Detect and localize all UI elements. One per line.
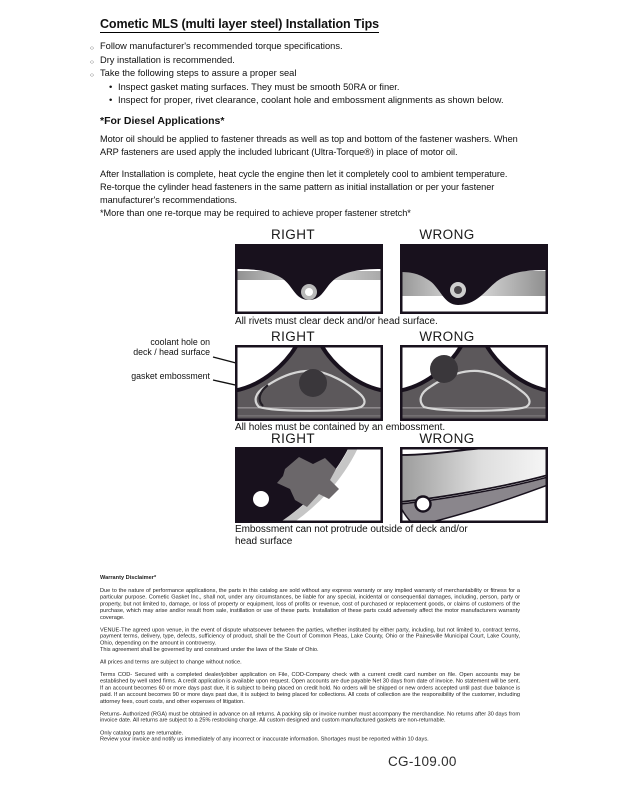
diesel-applications-heading: *For Diesel Applications* [100,115,225,127]
terms-paragraph: Terms COD- Secured with a completed dealer/jobber application on File, COD-Company check with a current credit card number on file. Open accounts may be established by well rated firms. A credit application is available upon request. Open accounts are due payable Net 30 days from date of invoice. No statement will be sent. If an account becomes 60 or more days past due, it is subject to being placed on credit hold. No orders will be shipped or new orders accepted until past due balance is paid. If an account becomes 90 or more days past due, it is subject to being placed for collections. All costs of collection are the responsibility of the customer, including attorney fees, court costs, and other expenses of litigation. [100,670,520,705]
retorque-note: *More than one re-torque may be required to achieve proper fastener stretch* [100,208,411,218]
diesel-paragraph-1: Motor oil should be applied to fastener threads as well as top and bottom of the fastener washers. When ARP fasteners are used apply the included lubricant (Ultra-Torque®) in place of motor oil. [100,134,518,157]
catalog-line: Only catalog parts are returnable. [100,729,184,736]
warranty-disclaimer-heading: Warranty Disclaimer* [100,574,157,581]
gasket-embossment-label: gasket embossment [131,371,210,381]
tip-sub-item: • Inspect gasket mating surfaces. They must be smooth 50RA or finer. [108,81,570,95]
bolt-hole [416,497,431,512]
diagram-rivets-wrong [400,244,548,314]
diagram-embossment-right [235,447,383,523]
governed-line: This agreement shall be governed by and construed under the laws of the State of Ohio. [100,646,319,653]
coolant-hole [299,369,327,397]
diagram-holes-right [235,345,383,421]
bolt-hole [253,491,269,507]
holes-caption: All holes must be contained by an embossment. [235,422,446,433]
rivets-caption: All rivets must clear deck and/or head surface. [235,316,438,327]
tips-list [90,40,570,108]
tip-item: ○ Follow manufacturer's recommended torque specifications. [90,40,570,54]
diesel-paragraph-2: After Installation is complete, heat cycle the engine then let it completely cool to ambient temperature. Re-torque the cylinder head fasteners in the same pattern as initial installation or per your fastener manufacturer's recommendations. [100,169,508,205]
tip-sub-item: • Inspect for proper, rivet clearance, coolant hole and embossment alignments as shown below. [108,94,570,108]
wrong-label: WRONG [419,329,475,344]
diagram-embossment-wrong [400,447,548,523]
prices-line: All prices and terms are subject to change without notice. [100,658,242,665]
warranty-paragraph: Due to the nature of performance applications, the parts in this catalog are sold without any express warranty or any implied warranty of merchantability or fitness for a particular purpose. Cometic Gasket Inc., shall not, under any circumstances, be liable for any special, incidental or consequential damages, including, person, party or property, but not limited to, damage, or loss of property or equipment, loss of profits or revenue, cost of purchased or replacement goods, or claims of customers of the purchase, which may arise and/or result from sale, instillation or use of these parts. Installation of these parts could adversely affect the motor manufacturers warranty coverage. [100,587,520,621]
coolant-hole-label: coolant hole on deck / head surface [133,337,210,358]
tip-item: ○ Take the following steps to assure a proper seal [90,67,570,81]
wrong-label: WRONG [419,431,475,446]
legal-disclaimer [100,574,520,748]
review-line: Review your invoice and notify us immediately of any incorrect or inaccurate information. Shortages must be reported within 10 days. [100,735,429,743]
right-label: RIGHT [271,431,315,446]
venue-paragraph: VENUE-The agreed upon venue, in the event of dispute whatsoever between the parties, whether instituted by either party, including, but not limited to, contract terms, payment terms, delivery, type, defects, sufficiency of product, shall be the Court of Common Pleas, Lake County, Ohio or the Painesville Municipal Court, Lake County, Ohio, depending on the amount in controversy. [100,626,520,646]
page-code: CG-109.00 [388,754,457,769]
coolant-hole [430,355,458,383]
page-title: Cometic MLS (multi layer steel) Installation Tips [100,17,379,31]
diagram-rivets-right [235,244,383,314]
returns-paragraph: Returns- Authorized (RGA) must be obtained in advance on all returns. A packing slip or invoice number must accompany the merchandise. No returns after 30 days from invoice date. All returns are subject to a 25% restocking charge. All custom designed and custom manufactured gaskets are non-returnable. [100,710,520,724]
embossment-caption: Embossment can not protrude outside of deck and/or head surface [235,524,468,547]
wrong-label: WRONG [419,227,475,242]
diagram-holes-wrong [400,345,548,421]
right-label: RIGHT [271,329,315,344]
right-label: RIGHT [271,227,315,242]
tip-item: ○ Dry installation is recommended. [90,54,570,68]
